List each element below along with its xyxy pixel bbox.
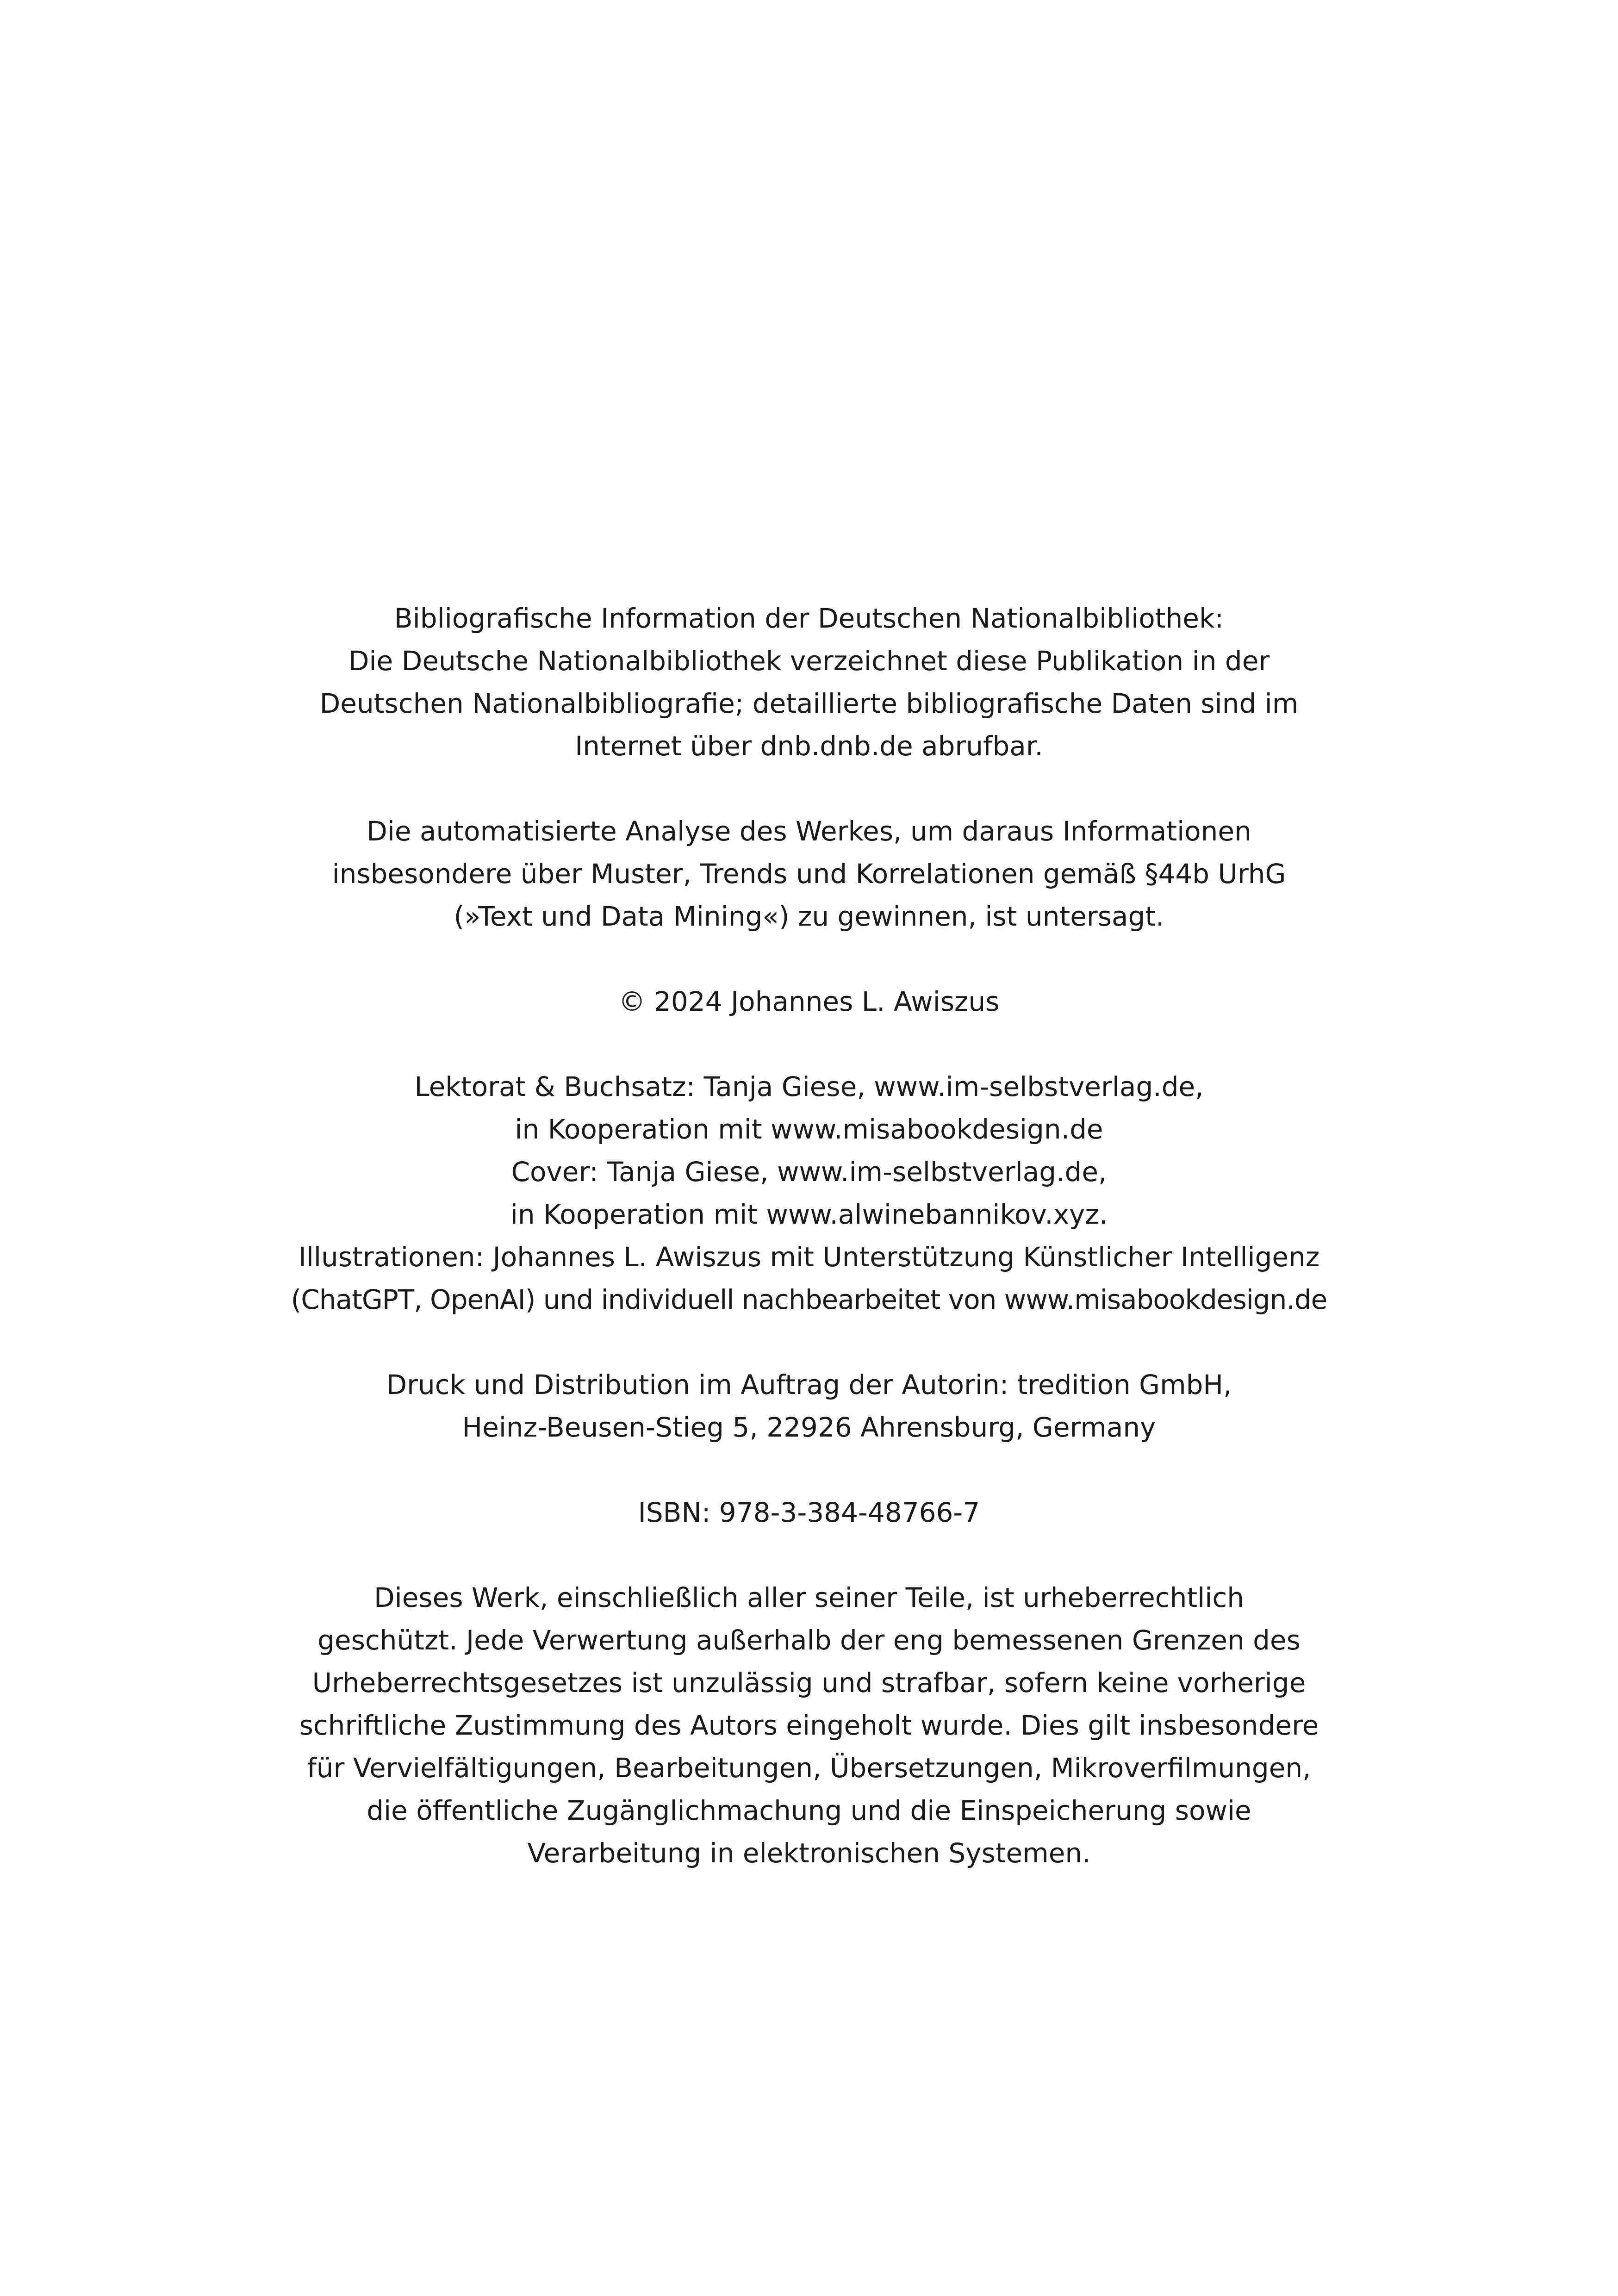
rights-line: Urheberrechtsgesetzes ist unzulässig und strafbar, sofern keine vorherige — [312, 1667, 1306, 1699]
copyright-line: © 2024 Johannes L. Awiszus — [618, 986, 1000, 1017]
isbn-line: ISBN: 978-3-384-48766-7 — [638, 1497, 980, 1528]
credits-line: Lektorat & Buchsatz: Tanja Giese, www.im-selbstverlag.de, — [414, 1071, 1204, 1102]
credits-line: (ChatGPT, OpenAI) und individuell nachbearbeitet von www.misabookdesign.de — [291, 1284, 1327, 1315]
tdm-line: insbesondere über Muster, Trends und Korrelationen gemäß §44b UrhG — [332, 858, 1286, 890]
rights-line: Dieses Werk, einschließlich aller seiner Teile, ist urheberrechtlich — [373, 1582, 1245, 1613]
rights-line: schriftliche Zustimmung des Autors eingeholt wurde. Dies gilt insbesondere — [299, 1710, 1319, 1741]
distribution-line: Druck und Distribution im Auftrag der Autorin: tredition GmbH, — [386, 1369, 1232, 1400]
rights-notice — [0, 1576, 1618, 1874]
distribution-info — [0, 1363, 1618, 1449]
imprint-text — [0, 597, 1618, 1917]
bibliographic-line: Bibliografische Information der Deutschen Nationalbibliothek: — [394, 603, 1224, 634]
isbn-info — [0, 1491, 1618, 1534]
bibliographic-line: Deutschen Nationalbibliografie; detaillierte bibliografische Daten sind im — [319, 688, 1299, 719]
rights-line: die öffentliche Zugänglichmachung und die Einspeicherung sowie — [367, 1795, 1251, 1826]
copyright-notice — [0, 980, 1618, 1023]
bibliographic-line: Internet über dnb.dnb.de abrufbar. — [575, 730, 1043, 762]
credits-line: in Kooperation mit www.misabookdesign.de — [515, 1114, 1103, 1145]
bibliographic-info — [0, 597, 1618, 767]
credits-line: Cover: Tanja Giese, www.im-selbstverlag.de, — [511, 1156, 1107, 1188]
tdm-line: (»Text und Data Mining«) zu gewinnen, ist untersagt. — [454, 901, 1164, 932]
text-data-mining-notice — [0, 810, 1618, 938]
rights-line: Verarbeitung in elektronischen Systemen. — [527, 1837, 1091, 1869]
bibliographic-line: Die Deutsche Nationalbibliothek verzeichnet diese Publikation in der — [348, 645, 1270, 677]
credits-line: Illustrationen: Johannes L. Awiszus mit Unterstützung Künstlicher Intelligenz — [298, 1241, 1320, 1273]
credits-line: in Kooperation mit www.alwinebannikov.xyz. — [510, 1199, 1108, 1230]
rights-line: für Vervielfältigungen, Bearbeitungen, Übersetzungen, Mikroverfilmungen, — [307, 1752, 1311, 1784]
distribution-line: Heinz-Beusen-Stieg 5, 22926 Ahrensburg, Germany — [462, 1412, 1156, 1443]
rights-line: geschützt. Jede Verwertung außerhalb der eng bemessenen Grenzen des — [317, 1624, 1301, 1656]
tdm-line: Die automatisierte Analyse des Werkes, um daraus Informationen — [367, 815, 1251, 847]
credits — [0, 1065, 1618, 1321]
